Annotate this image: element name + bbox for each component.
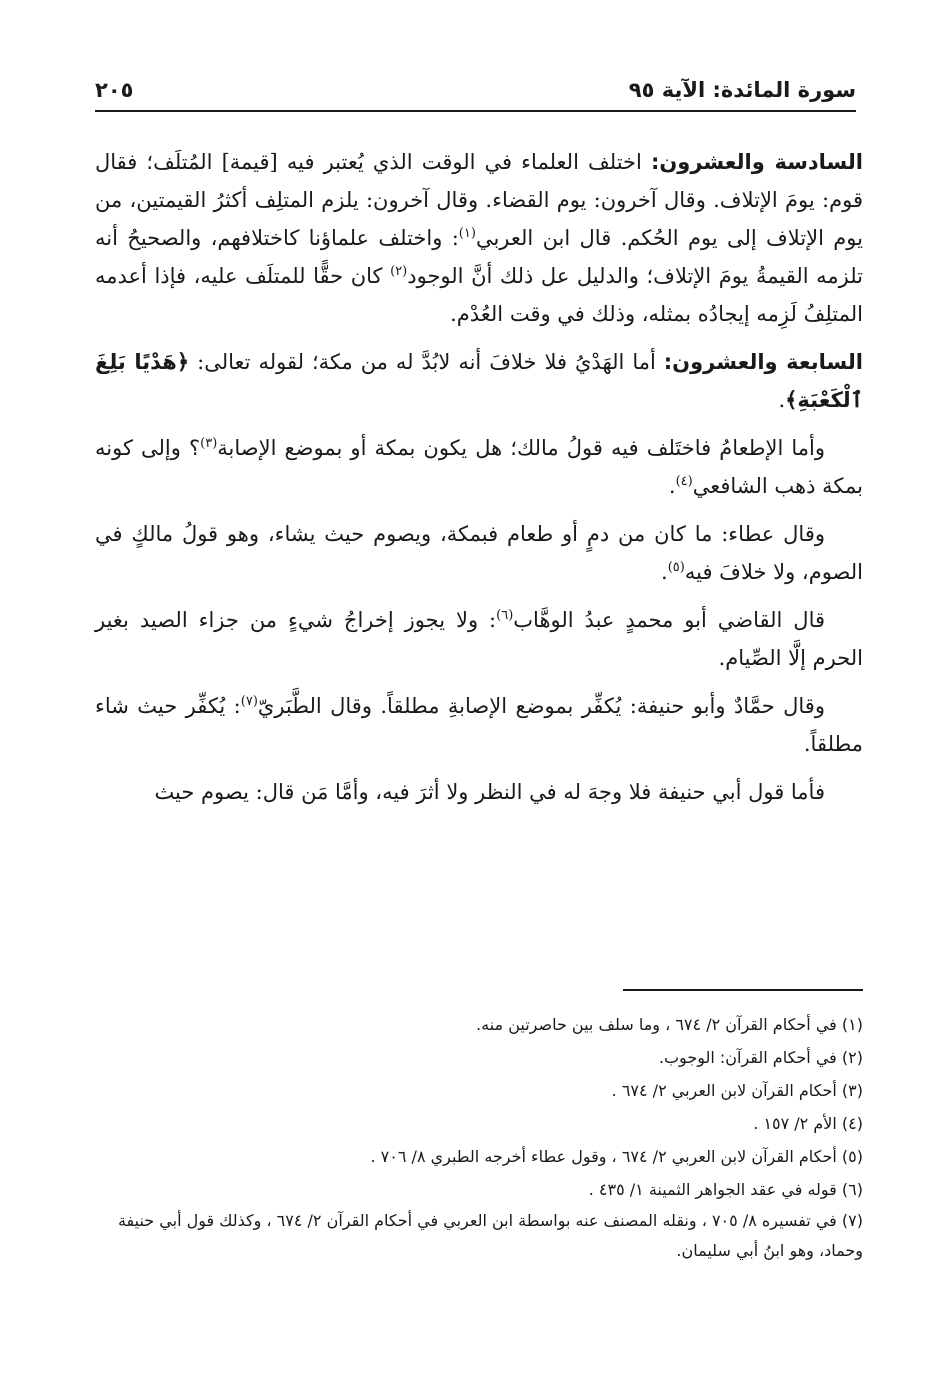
footnote-ref: (٤) [675,474,693,489]
paragraph-text: قال القاضي أبو محمدٍ عبدُ الوهَّاب [513,608,826,632]
issue-heading: السابعة والعشرون: [663,350,863,374]
paragraph-text: أما الهَدْيُ فلا خلافَ أنه لابُدَّ له من مكة؛ لقوله تعالى: [189,350,664,374]
footnote-1: (١) في أحكام القرآن ٢/ ٦٧٤ ، وما سلف بين حاصرتين منه. [476,1015,863,1034]
paragraph-text: فأما قول أبي حنيفة فلا وجهَ له في النظر ولا أثرَ فيه، وأمَّا مَن قال: يصوم حيث [154,780,825,804]
paragraph-text: . [778,388,786,412]
issue-heading: السادسة والعشرون: [650,150,863,174]
footnote-3: (٣) أحكام القرآن لابن العربي ٢/ ٦٧٤ . [611,1081,863,1100]
paragraph-text: . [661,560,668,584]
footnote-ref: (٥) [667,560,685,575]
paragraph-text: : واختلف علماؤنا كاختلافهم، والصحيحُ أنه تلزمه القيمةُ يومَ الإتلاف؛ والدليل عل ذلك أنَّ الوجود [95,226,864,288]
paragraph-abdulwahhab [95,601,863,677]
paragraph-text: وقال عطاء: ما كان من دمٍ أو طعام فبمكة، ويصوم حيث يشاء، وهو قولُ مالكٍ في الصوم، ولا خلافَ فيه [95,522,863,584]
paragraph-ata [95,515,863,591]
footnote-7: (٧) في تفسيره ٨/ ٧٠٥ ، ونقله المصنف عنه بواسطة ابن العربي في أحكام القرآن ٢/ ٦٧٤ ، وكذلك قول أبي حنيفة وحماد، وهو ابنُ أبي سليمان. [117,1211,863,1260]
paragraph-text: كان حقًّا للمتلَف عليه، فإذا أعدمه المتلِفُ لَزِمه إيجادُه بمثله، وذلك في وقت العُدْم. [95,264,863,326]
paragraph-abu-hanifa [95,773,863,811]
header-rule [95,110,856,112]
paragraph-text: : ولا يجوز إخراجُ شيءٍ من جزاء الصيد بغير الحرم إلَّا الصِّيام. [95,608,863,670]
paragraph-text: : يُكفِّر حيث شاء مطلقاً. [95,694,863,756]
paragraph-text: . [668,474,676,498]
main-text [95,143,863,821]
footnote-separator [623,989,863,991]
footnote-ref: (٦) [496,608,514,623]
page-number: ٢٠٥ [95,78,134,102]
footnote-5: (٥) أحكام القرآن لابن العربي ٢/ ٦٧٤ ، وقول عطاء أخرجه الطبري ٨/ ٧٠٦ . [370,1147,863,1166]
running-head [95,72,856,102]
footnote-ref: (٣) [200,436,218,451]
paragraph-26 [95,143,863,333]
footnote-6: (٦) قوله في عقد الجواهر الثمينة ١/ ٤٣٥ . [588,1180,863,1199]
quran-quote: ﴿هَدْيًا بَلِغَ ٱلْكَعْبَةِ﴾ [95,350,863,412]
paragraph-feeding [95,429,863,505]
footnotes [92,1008,863,1266]
footnote-2: (٢) في أحكام القرآن: الوجوب. [658,1048,863,1067]
paragraph-text: ؟ وإلى كونه بمكة ذهب الشافعي [95,436,863,498]
footnote-ref: (٢) [390,264,408,279]
footnote-ref: (١) [458,226,476,241]
surah-title: سورة المائدة: الآية ٩٥ [628,78,856,102]
footnote-ref: (٧) [240,694,258,709]
footnote-4: (٤) الأم ٢/ ١٥٧ . [753,1114,863,1133]
paragraph-text: وقال حمَّادٌ وأبو حنيفة: يُكفِّر بموضع الإصابةِ مطلقاً. وقال الطَّبَريّ [257,694,825,718]
paragraph-27 [95,343,863,419]
paragraph-text: اختلف العلماء في الوقت الذي يُعتبر فيه [قيمة] المُتلَف؛ فقال قوم: يومَ الإتلاف. وقال آخرون: يوم القضاء. وقال آخرون: يلزم المتلِف أكثرُ القيمتين، من يوم الإتلاف إلى يوم الحُكم. قال ابن العربي [95,150,863,250]
paragraph-text: وأما الإطعامُ فاختَلف فيه قولُ مالك؛ هل يكون بمكة أو بموضع الإصابة [217,436,825,460]
paragraph-hammad [95,687,863,763]
